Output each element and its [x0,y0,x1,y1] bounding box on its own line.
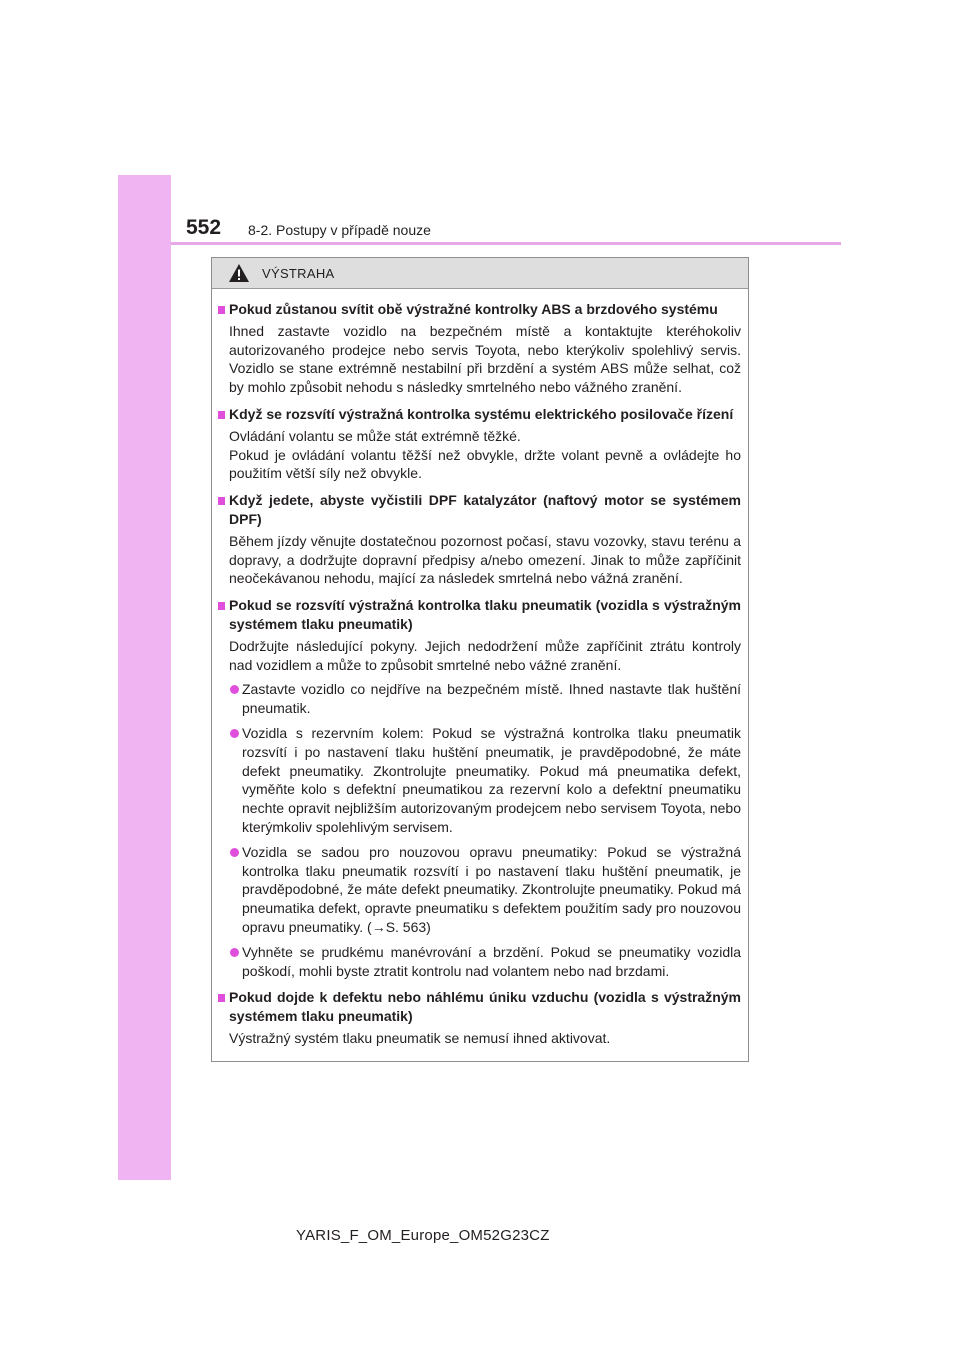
square-bullet-icon [218,994,225,1002]
page-number: 552 [186,216,222,239]
item-heading: Když jedete, abyste vyčistili DPF katalyzátor (naftový motor se systémem DPF) [218,491,741,529]
bullet-item: Vyhněte se prudkému manévrování a brzdění. Pokud se pneumatiky vozidla poškodí, mohli byste ztratit kontrolu nad volantem nebo nad brzdami. [218,943,741,981]
warning-triangle-icon [228,263,250,283]
square-bullet-icon [218,602,225,610]
item-heading: Pokud zůstanou svítit obě výstražné kontrolky ABS a brzdového systému [218,300,741,319]
warning-header [212,258,748,289]
item-text: Ovládání volantu se může stát extrémně těžké. Pokud je ovládání volantu těžší než obvykle, držte volant pevně a ovládejte ho použitím větší síly než obvykle. [229,427,741,482]
warning-item-tire-pressure [218,596,741,980]
section-title: 8-2. Postupy v případě nouze [248,222,431,238]
item-text: Dodržujte následující pokyny. Jejich nedodržení může zapříčinit ztrátu kontroly nad vozidlem a může to způsobit smrtelné nebo vážné zranění. [229,637,741,673]
item-text: Ihned zastavte vozidlo na bezpečném místě a kontaktujte kteréhokoliv autorizovaného prodejce nebo servis Toyota, nebo kterýkoliv spolehlivý servis. Vozidlo se stane extrémně nestabilní při brzdění a systém ABS může selhat, což by mohlo způsobit nehodu s následky smrtelného nebo vážného zranění. [229,322,741,396]
bullet-item: Vozidla se sadou pro nouzovou opravu pneumatiky: Pokud se výstražná kontrolka tlaku pneumatik rozsvítí i po nastavení tlaku huštění pneumatik, je pravděpodobné, že máte defekt pneumatiky. Zkontrolujte pneumatiky. Pokud má pneumatika defekt, opravte pneumatiku s defektem použitím sady pro nouzovou opravu pneumatiky. (→S. 563) [218,843,741,937]
document-code: YARIS_F_OM_Europe_OM52G23CZ [296,1227,550,1244]
item-text: Během jízdy věnujte dostatečnou pozornost počasí, stavu vozovky, stavu terénu a dopravy, a dodržujte dopravní předpisy a/nebo omezení. Jinak to může zapříčinit neočekávanou nehodu, mající za následek smrtelná nebo vážná zranění. [229,532,741,587]
square-bullet-icon [218,306,225,314]
round-bullet-icon [230,685,239,694]
warning-body [212,289,748,1048]
bullet-item: Vozidla s rezervním kolem: Pokud se výstražná kontrolka tlaku pneumatik rozsvítí i po nastavení tlaku huštění pneumatik, je pravděpodobné, že máte defekt pneumatiky. Zkontrolujte pneumatiky. Pokud má pneumatika defekt, vyměňte kolo s defektní pneumatikou za rezervní kolo a defektní pneumatiku nechte opravit nejbližším autorizovaným prodejcem nebo servisem Toyota, nebo kterýmkoliv spolehlivým servisem. [218,724,741,837]
item-heading: Pokud dojde k defektu nebo náhlému úniku vzduchu (vozidla s výstražným systémem tlaku pneumatik) [218,988,741,1026]
warning-item-abs-brake [218,300,741,397]
warning-box [211,257,749,1062]
bullet-item: Zastavte vozidlo co nejdříve na bezpečném místě. Ihned nastavte tlak huštění pneumatik. [218,680,741,718]
round-bullet-icon [230,948,239,957]
header-divider [171,242,841,245]
item-heading: Pokud se rozsvítí výstražná kontrolka tlaku pneumatik (vozidla s výstražným systémem tlaku pneumatik) [218,596,741,634]
warning-item-dpf [218,491,741,588]
warning-item-puncture [218,988,741,1047]
warning-item-eps [218,405,741,483]
warning-title: VÝSTRAHA [262,265,335,281]
round-bullet-icon [230,729,239,738]
chapter-tab-band [118,175,171,1180]
item-heading: Když se rozsvítí výstražná kontrolka systému elektrického posilovače řízení [218,405,741,424]
round-bullet-icon [230,848,239,857]
square-bullet-icon [218,497,225,505]
item-text: Výstražný systém tlaku pneumatik se nemusí ihned aktivovat. [229,1029,611,1046]
square-bullet-icon [218,411,225,419]
